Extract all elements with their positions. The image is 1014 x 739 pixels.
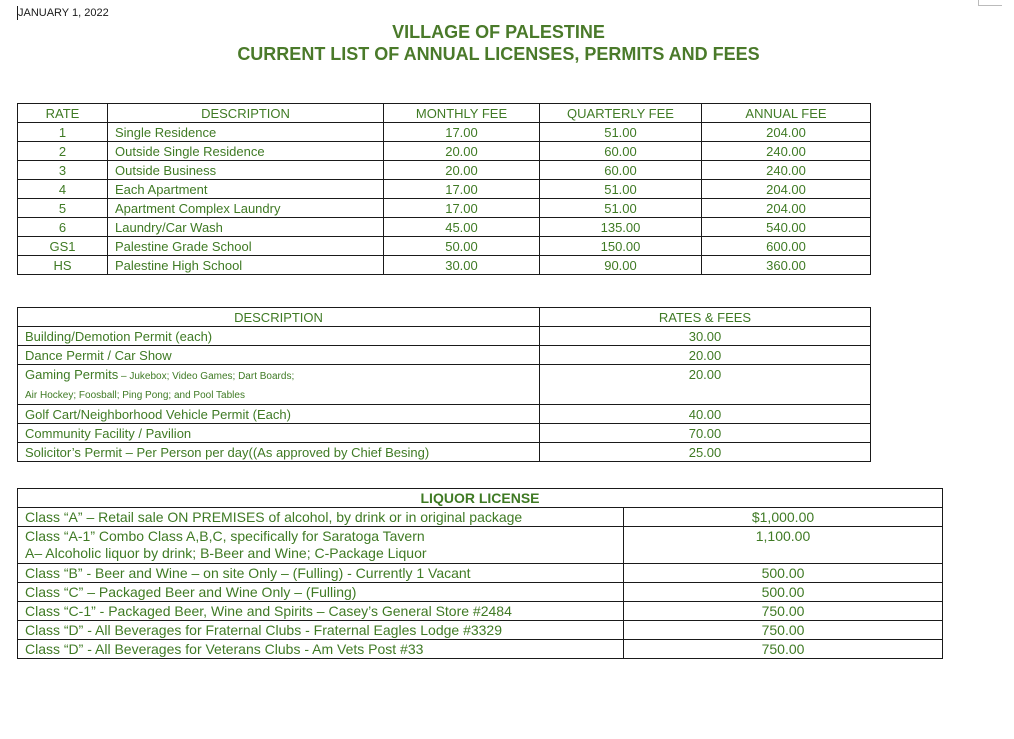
permit-description-cell [18,365,540,405]
description-cell: Outside Single Residence [108,142,384,161]
permits-table [17,307,871,462]
quarterly-fee-cell: 51.00 [540,180,702,199]
permits-table-header [18,308,871,327]
liquor-fee-cell: 500.00 [624,583,943,602]
liquor-fee-cell: 750.00 [624,602,943,621]
monthly-fee-cell: 20.00 [384,142,540,161]
table-row [18,527,943,564]
description-cell: Laundry/Car Wash [108,218,384,237]
monthly-fee-cell: 20.00 [384,161,540,180]
rate-cell: 3 [18,161,108,180]
liquor-description-cell [18,527,624,564]
rate-cell: 1 [18,123,108,142]
annual-fee-cell: 204.00 [702,123,871,142]
gaming-permit-label: Gaming Permits [25,367,119,382]
description-cell: Palestine High School [108,256,384,275]
permit-fee-cell: 25.00 [540,443,871,462]
quarterly-fee-cell: 135.00 [540,218,702,237]
permit-description-cell: Building/Demotion Permit (each) [18,327,540,346]
table-row [18,621,943,640]
table-row [18,564,943,583]
page-corner-mark [978,0,1002,6]
table-row [18,365,871,405]
liquor-license-header [18,489,943,508]
rate-cell: 6 [18,218,108,237]
description-header: DESCRIPTION [108,104,384,123]
table-row [18,405,871,424]
liquor-description-cell: Class “C-1” - Packaged Beer, Wine and Spirits – Casey’s General Store #2484 [18,602,624,621]
liquor-description-cell: Class “A” – Retail sale ON PREMISES of alcohol, by drink or in original package [18,508,624,527]
permit-fee-cell: 20.00 [540,346,871,365]
monthly-fee-cell: 50.00 [384,237,540,256]
rates-table-header [18,104,871,123]
table-row [18,123,871,142]
permit-description-cell: Solicitor’s Permit – Per Person per day((As approved by Chief Besing) [18,443,540,462]
annual-fee-cell: 240.00 [702,161,871,180]
table-row [18,199,871,218]
annual-fee-cell: 540.00 [702,218,871,237]
liquor-fee-cell: $1,000.00 [624,508,943,527]
permit-fee-cell: 20.00 [540,365,871,405]
rate-cell: 4 [18,180,108,199]
gaming-permit-detail: – Jukebox; Video Games; Dart Boards; [118,371,295,382]
gaming-permit-detail-2: Air Hockey; Foosball; Ping Pong; and Pool Tables [25,390,245,401]
liquor-fee-cell: 750.00 [624,621,943,640]
table-row [18,256,871,275]
description-cell: Single Residence [108,123,384,142]
annual-fee-cell: 204.00 [702,199,871,218]
monthly-fee-cell: 17.00 [384,180,540,199]
monthly-fee-cell: 17.00 [384,123,540,142]
table-row [18,508,943,527]
annual-fee-header: ANNUAL FEE [702,104,871,123]
rates-table [17,103,871,275]
permit-description-cell: Dance Permit / Car Show [18,346,540,365]
monthly-fee-cell: 30.00 [384,256,540,275]
liquor-description-cell: Class “D” - All Beverages for Fraternal Clubs - Fraternal Eagles Lodge #3329 [18,621,624,640]
liquor-fee-cell: 750.00 [624,640,943,659]
description-cell: Each Apartment [108,180,384,199]
annual-fee-cell: 600.00 [702,237,871,256]
annual-fee-cell: 240.00 [702,142,871,161]
table-row [18,180,871,199]
table-row [18,218,871,237]
document-subtitle: CURRENT LIST OF ANNUAL LICENSES, PERMITS AND FEES [237,44,760,64]
liquor-fee-cell: 500.00 [624,564,943,583]
table-row [18,327,871,346]
table-row [18,583,943,602]
description-cell: Outside Business [108,161,384,180]
permit-fee-cell: 40.00 [540,405,871,424]
table-row [18,443,871,462]
monthly-fee-cell: 45.00 [384,218,540,237]
permit-description-header: DESCRIPTION [18,308,540,327]
table-row [18,424,871,443]
liquor-description-line-2: A– Alcoholic liquor by drink; B-Beer and Wine; C-Package Liquor [25,545,427,561]
table-row [18,142,871,161]
liquor-fee-cell: 1,100.00 [624,527,943,564]
quarterly-fee-cell: 60.00 [540,161,702,180]
table-row [18,640,943,659]
liquor-license-title: LIQUOR LICENSE [18,489,943,508]
description-cell: Palestine Grade School [108,237,384,256]
permit-description-cell: Golf Cart/Neighborhood Vehicle Permit (Each) [18,405,540,424]
quarterly-fee-cell: 150.00 [540,237,702,256]
quarterly-fee-cell: 51.00 [540,199,702,218]
rate-cell: 5 [18,199,108,218]
rate-cell: 2 [18,142,108,161]
permit-fee-cell: 30.00 [540,327,871,346]
annual-fee-cell: 204.00 [702,180,871,199]
quarterly-fee-cell: 60.00 [540,142,702,161]
rate-cell: GS1 [18,237,108,256]
quarterly-fee-cell: 90.00 [540,256,702,275]
table-row [18,346,871,365]
permit-fee-cell: 70.00 [540,424,871,443]
document-date: JANUARY 1, 2022 [18,7,109,19]
permit-description-cell: Community Facility / Pavilion [18,424,540,443]
liquor-description-cell: Class “B” - Beer and Wine – on site Only – (Fulling) - Currently 1 Vacant [18,564,624,583]
rate-header: RATE [18,104,108,123]
liquor-license-table [17,488,943,659]
liquor-description-cell: Class “C” – Packaged Beer and Wine Only – (Fulling) [18,583,624,602]
document-title: VILLAGE OF PALESTINE [392,22,605,42]
rates-fees-header: RATES & FEES [540,308,871,327]
monthly-fee-cell: 17.00 [384,199,540,218]
quarterly-fee-cell: 51.00 [540,123,702,142]
quarterly-fee-header: QUARTERLY FEE [540,104,702,123]
annual-fee-cell: 360.00 [702,256,871,275]
table-row [18,161,871,180]
rate-cell: HS [18,256,108,275]
table-row [18,237,871,256]
description-cell: Apartment Complex Laundry [108,199,384,218]
monthly-fee-header: MONTHLY FEE [384,104,540,123]
liquor-description-line-1: Class “A-1” Combo Class A,B,C, specifically for Saratoga Tavern [25,528,425,544]
liquor-description-cell: Class “D” - All Beverages for Veterans Clubs - Am Vets Post #33 [18,640,624,659]
table-row [18,602,943,621]
